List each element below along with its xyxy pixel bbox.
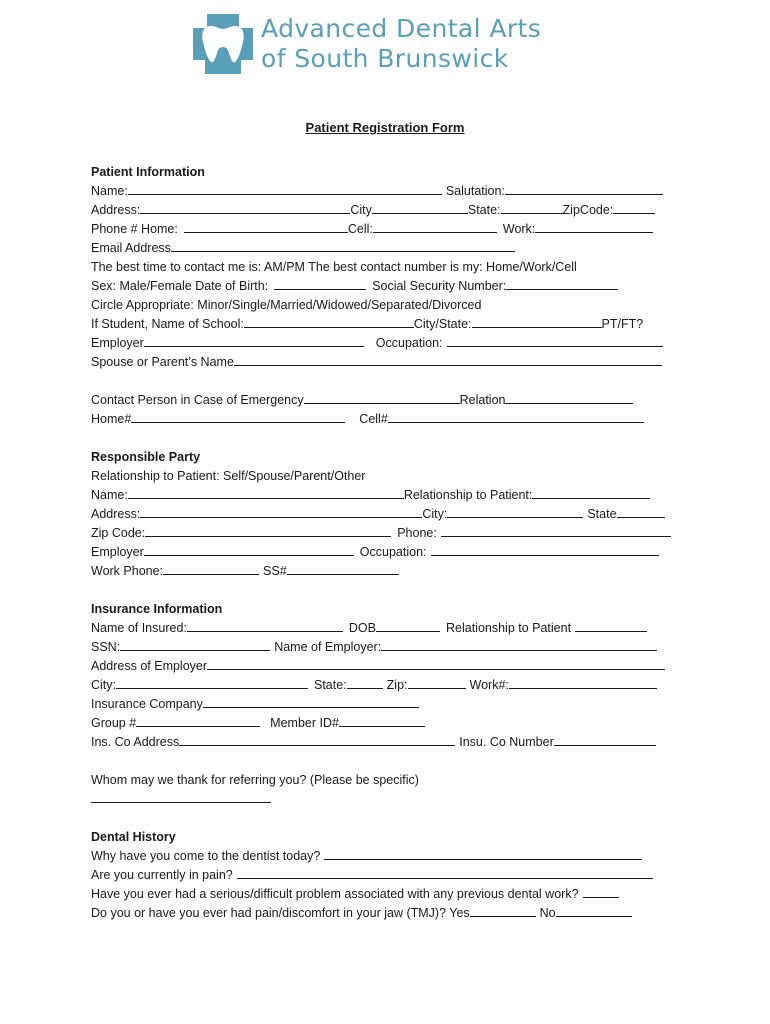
ins-relationship-field[interactable] — [575, 619, 647, 632]
dental-why-field[interactable] — [324, 847, 642, 860]
responsible-relationship-line: Relationship to Patient: Self/Spouse/Parent/Other — [91, 469, 366, 483]
rp-zip-field[interactable] — [145, 524, 391, 537]
form-body — [91, 163, 681, 923]
rp-phone-label: Phone: — [397, 526, 437, 540]
ins-employer-address-field[interactable] — [207, 657, 665, 670]
insurance-heading: Insurance Information — [91, 602, 223, 616]
ins-company-label: Insurance Company — [91, 697, 203, 711]
ins-co-address-field[interactable] — [179, 733, 455, 746]
occupation-label: Occupation: — [375, 336, 443, 350]
ins-employer-address-label: Address of Employer — [91, 659, 208, 673]
practice-logo — [193, 14, 541, 76]
email-label: Email Address — [91, 241, 171, 255]
rp-city-field[interactable] — [447, 505, 583, 518]
ins-dob-label: DOB — [348, 621, 376, 635]
phone-home-field[interactable] — [184, 220, 348, 233]
cell-label: Cell: — [347, 222, 373, 236]
ins-city-field[interactable] — [116, 676, 308, 689]
ins-relationship-label: Relationship to Patient — [445, 621, 572, 635]
ins-state-label: State: — [314, 678, 347, 692]
ins-employer-name-field[interactable] — [381, 638, 657, 651]
logo-line-2: of South Brunswick — [261, 44, 509, 73]
ins-name-label: Name of Insured: — [91, 621, 187, 635]
name-field[interactable] — [128, 182, 442, 195]
home-number-label: Home# — [91, 412, 132, 426]
rp-work-phone-label: Work Phone: — [91, 564, 164, 578]
spouse-field[interactable] — [234, 353, 662, 366]
rp-phone-field[interactable] — [441, 524, 671, 537]
zip-field[interactable] — [613, 201, 655, 214]
ssn-field[interactable] — [506, 277, 618, 290]
occupation-field[interactable] — [447, 334, 663, 347]
dental-tmj-label: Do you or have you ever had pain/discomfort in your jaw (TMJ)? Yes — [91, 906, 470, 920]
ins-company-field[interactable] — [203, 695, 419, 708]
spouse-label: Spouse or Parent’s Name — [91, 355, 234, 369]
address-label: Address: — [91, 203, 141, 217]
dental-tmj-yes-field[interactable] — [470, 904, 536, 917]
school-label: If Student, Name of School: — [91, 317, 244, 331]
ins-zip-field[interactable] — [408, 676, 466, 689]
rp-city-label: City: — [422, 507, 448, 521]
ins-group-label: Group # — [91, 716, 137, 730]
dental-history-heading: Dental History — [91, 830, 176, 844]
logo-line-1: Advanced Dental Arts — [261, 14, 542, 43]
rp-zip-label: Zip Code: — [91, 526, 146, 540]
dental-tmj-no-label: No — [539, 906, 556, 920]
ins-work-label: Work#: — [469, 678, 509, 692]
responsible-party-heading: Responsible Party — [91, 450, 201, 464]
referral-field[interactable] — [91, 790, 271, 803]
cell-number-label: Cell# — [359, 412, 388, 426]
ins-member-label: Member ID# — [270, 716, 339, 730]
emergency-label: Contact Person in Case of Emergency — [91, 393, 304, 407]
rp-state-field[interactable] — [617, 505, 665, 518]
salutation-label: Salutation: — [445, 184, 505, 198]
ins-state-field[interactable] — [347, 676, 383, 689]
dental-tmj-no-field[interactable] — [556, 904, 632, 917]
ins-co-address-label: Ins. Co Address — [91, 735, 180, 749]
rp-occupation-field[interactable] — [431, 543, 659, 556]
dob-field[interactable] — [274, 277, 366, 290]
employer-field[interactable] — [144, 334, 364, 347]
rp-ss-label: SS# — [263, 564, 287, 578]
state-field[interactable] — [501, 201, 563, 214]
phone-home-label: Phone # Home: — [91, 222, 178, 236]
employer-label: Employer — [91, 336, 144, 350]
ins-name-field[interactable] — [187, 619, 343, 632]
ins-ssn-label: SSN: — [91, 640, 121, 654]
email-field[interactable] — [171, 239, 515, 252]
rp-name-label: Name: — [91, 488, 128, 502]
address-field[interactable] — [140, 201, 350, 214]
rp-address-field[interactable] — [140, 505, 422, 518]
zip-label: ZipCode: — [562, 203, 614, 217]
relation-label: Relation — [459, 393, 506, 407]
dental-problem-field[interactable] — [583, 885, 619, 898]
sex-dob-label: Sex: Male/Female Date of Birth: — [91, 279, 269, 293]
cell-field[interactable] — [373, 220, 497, 233]
ins-dob-field[interactable] — [376, 619, 440, 632]
form-title: Patient Registration Form — [305, 120, 465, 135]
ssn-label: Social Security Number: — [372, 279, 507, 293]
tooth-icon — [193, 14, 253, 74]
dental-problem-label: Have you ever had a serious/difficult problem associated with any previous dental work? — [91, 887, 579, 901]
ins-employer-name-label: Name of Employer: — [274, 640, 382, 654]
ins-work-field[interactable] — [509, 676, 657, 689]
work-field[interactable] — [535, 220, 653, 233]
name-label: Name: — [91, 184, 128, 198]
ins-co-number-field[interactable] — [554, 733, 656, 746]
rp-ss-field[interactable] — [287, 562, 399, 575]
rp-employer-label: Employer — [91, 545, 144, 559]
home-number-field[interactable] — [131, 410, 345, 423]
ptft-label: PT/FT? — [601, 317, 644, 331]
ins-co-number-label: Insu. Co Number — [459, 735, 554, 749]
dental-pain-label: Are you currently in pain? — [91, 868, 233, 882]
referral-question: Whom may we thank for referring you? (Please be specific) — [91, 773, 419, 787]
rp-employer-field[interactable] — [144, 543, 354, 556]
marital-status-line: Circle Appropriate: Minor/Single/Married/Widowed/Separated/Divorced — [91, 298, 482, 312]
rp-address-label: Address: — [91, 507, 141, 521]
emergency-field[interactable] — [304, 391, 460, 404]
rp-work-phone-field[interactable] — [163, 562, 259, 575]
dental-why-label: Why have you come to the dentist today? — [91, 849, 321, 863]
work-label: Work: — [502, 222, 536, 236]
ins-zip-label: Zip: — [386, 678, 408, 692]
ins-group-field[interactable] — [136, 714, 260, 727]
city-label: City — [350, 203, 372, 217]
dental-pain-field[interactable] — [237, 866, 653, 879]
rp-name-field[interactable] — [128, 486, 404, 499]
rp-relationship-label: Relationship to Patient: — [403, 488, 533, 502]
relation-field[interactable] — [505, 391, 633, 404]
school-city-field[interactable] — [472, 315, 602, 328]
patient-info-heading: Patient Information — [91, 165, 205, 179]
school-city-label: City/State: — [413, 317, 472, 331]
ins-member-field[interactable] — [339, 714, 425, 727]
city-field[interactable] — [372, 201, 468, 214]
salutation-field[interactable] — [505, 182, 663, 195]
school-field[interactable] — [244, 315, 414, 328]
ins-ssn-field[interactable] — [120, 638, 270, 651]
cell-number-field[interactable] — [388, 410, 644, 423]
state-label: State: — [467, 203, 501, 217]
ins-city-label: City: — [91, 678, 116, 692]
best-time-line: The best time to contact me is: AM/PM The best contact number is my: Home/Work/Cell — [91, 260, 577, 274]
rp-occupation-label: Occupation: — [359, 545, 427, 559]
rp-relationship-field[interactable] — [532, 486, 650, 499]
rp-state-label: State — [587, 507, 617, 521]
